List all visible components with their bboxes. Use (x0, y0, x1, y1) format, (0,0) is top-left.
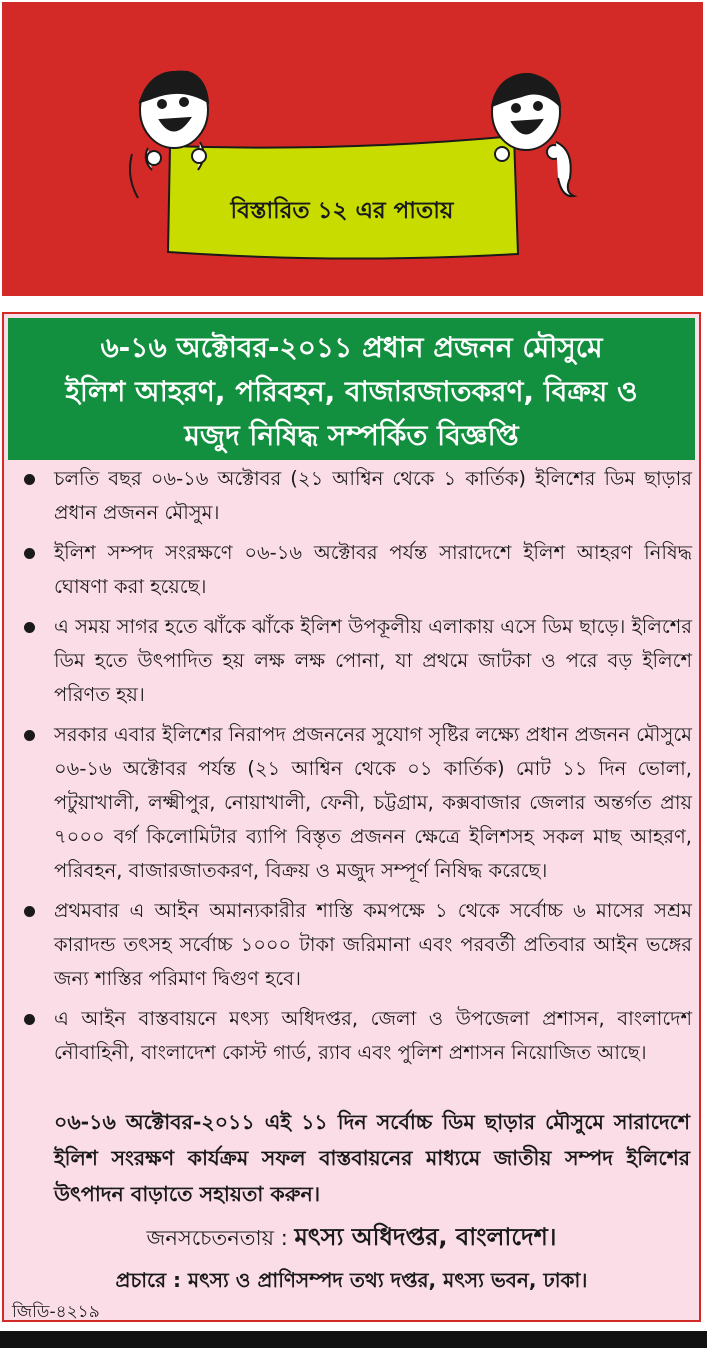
headline-line: মজুদ নিষিদ্ধ সম্পর্কিত বিজ্ঞপ্তি (184, 419, 519, 452)
bullet-text: এ সময় সাগর হতে ঝাঁকে ঝাঁকে ইলিশ উপকূলীয় এলাকায় এসে ডিম ছাড়ে। ইলিশের ডিম হতে উৎপাদিত হয় লক্ষ লক্ষ পোনা, যা প্রথমে জাটকা ও পরে বড় ইলিশে পরিণত হয়। (54, 615, 692, 706)
children-holding-sign-illustration (2, 2, 703, 296)
headline (8, 318, 695, 460)
headline-line: ৬-১৬ অক্টোবর-২০১১ প্রধান প্রজনন মৌসুমে (100, 331, 603, 364)
list-item (22, 536, 692, 604)
bullet-list (22, 462, 692, 1076)
bullet-text: প্রথমবার এ আইন অমান্যকারীর শাস্তি কমপক্ষে ১ থেকে সর্বোচ্চ ৬ মাসের সশ্রম কারাদন্ড তৎসহ সর্বোচ্চ ১০০০ টাকা জরিমানা এবং পরবর্তী প্রতিবার আইন ভঙ্গের জন্য শাস্তির পরিমাণ দ্বিগুণ হবে। (54, 899, 692, 990)
bullet-dot-icon (24, 622, 35, 633)
list-item (22, 1002, 692, 1070)
list-item (22, 894, 692, 996)
bullet-text: ইলিশ সম্পদ সংরক্ষণে ০৬-১৬ অক্টোবর পর্যন্ত সারাদেশে ইলিশ আহরণ নিষিদ্ধ ঘোষণা করা হয়েছে। (54, 541, 692, 598)
list-item (22, 718, 692, 888)
bottom-bar (0, 1331, 707, 1348)
top-banner (2, 2, 703, 296)
publicity-line: প্রচারে : মৎস্য ও প্রাণিসম্পদ তথ্য দপ্তর, মৎস্য ভবন, ঢাকা। (115, 1268, 588, 1292)
bullet-dot-icon (24, 548, 35, 559)
awareness-line (4, 1219, 699, 1259)
notice-code: জিডি-৪২১৯ (12, 1302, 100, 1322)
bullet-dot-icon (24, 474, 35, 485)
bullet-dot-icon (24, 730, 35, 741)
bullet-text: চলতি বছর ০৬-১৬ অক্টোবর (২১ আশ্বিন থেকে ১ কার্তিক) ইলিশের ডিম ছাড়ার প্রধান প্রজনন মৌসুম। (54, 467, 692, 524)
bullet-text: এ আইন বাস্তবায়নে মৎস্য অধিদপ্তর, জেলা ও উপজেলা প্রশাসন, বাংলাদেশ নৌবাহিনী, বাংলাদেশ কোস্ট গার্ড, র‌্যাব এবং পুলিশ প্রশাসন নিয়োজিত আছে। (54, 1007, 692, 1064)
list-item (22, 610, 692, 712)
list-item (22, 462, 692, 530)
notice-box (2, 312, 701, 1322)
closing-appeal: ০৬-১৬ অক্টোবর-২০১১ এই ১১ দিন সর্বোচ্চ ডিম ছাড়ার মৌসুমে সারাদেশে ইলিশ সংরক্ষণ কার্যক্রম সফল বাস্তবায়নের মাধ্যমে জাতীয় সম্পদ ইলিশের উৎপাদন বাড়াতে সহায়তা করুন। (54, 1110, 690, 1206)
bullet-dot-icon (24, 906, 35, 917)
headline-line: ইলিশ আহরণ, পরিবহন, বাজারজাতকরণ, বিক্রয় ও (65, 375, 638, 408)
sign-text: বিস্তারিত ১২ এর পাতায় (230, 198, 454, 224)
bullet-text: সরকার এবার ইলিশের নিরাপদ প্রজননের সুযোগ সৃষ্টির লক্ষ্যে প্রধান প্রজনন মৌসুমে ০৬-১৬ অক্টোবর পর্যন্ত (২১ আশ্বিন থেকে ০১ কার্তিক) মোট ১১ দিন ভোলা, পটুয়াখালী, লক্ষ্মীপুর, নোয়াখালী, ফেনী, চট্টগ্রাম, কক্সবাজার জেলার অন্তর্গত প্রায় ৭০০০ বর্গ কিলোমিটার ব্যাপি বিস্তৃত প্রজনন ক্ষেত্রে ইলিশসহ সকল মাছ আহরণ, পরিবহন, বাজারজাতকরণ, বিক্রয় ও মজুদ সম্পূর্ণ নিষিদ্ধ করেছে। (54, 723, 692, 882)
bullet-dot-icon (24, 1014, 35, 1025)
awareness-label: জনসচেতনতায় : (146, 1226, 288, 1250)
awareness-org: মৎস্য অধিদপ্তর, বাংলাদেশ। (294, 1223, 557, 1251)
